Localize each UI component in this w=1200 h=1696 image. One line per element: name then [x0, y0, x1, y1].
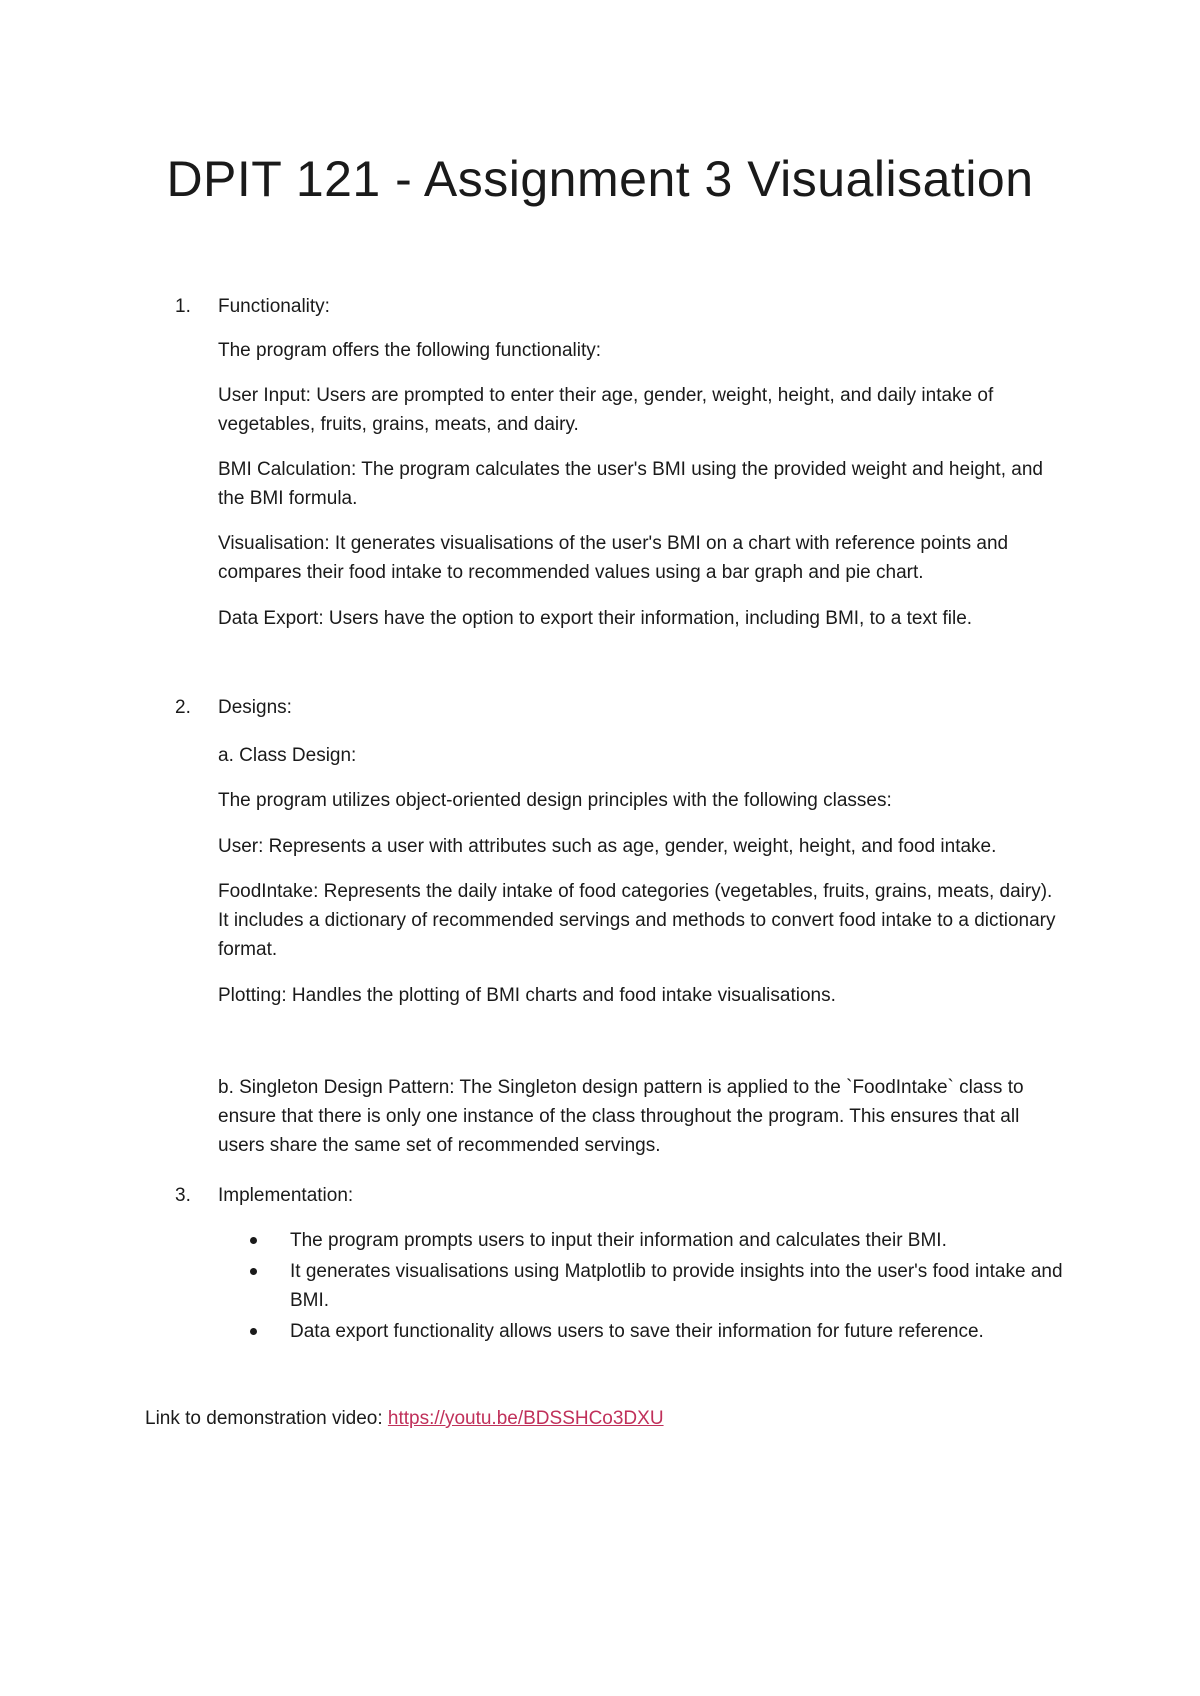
functionality-user-input: User Input: Users are prompted to enter their age, gender, weight, height, and daily intake of vegetables, fruits, grains, meats, and dairy.	[218, 385, 994, 435]
designs-foodintake-class: FoodIntake: Represents the daily intake of food categories (vegetables, fruits, grains, meats, dairy). It includes a dictionary of recommended servings and methods to convert food intake to a dictionary format.	[218, 881, 1056, 960]
list-item	[218, 1226, 1068, 1255]
document-title: DPIT 121 - Assignment 3 Visualisation	[166, 151, 1034, 207]
section-3-heading: Implementation:	[218, 1185, 354, 1206]
bullet-icon	[250, 1328, 257, 1335]
functionality-visualisation: Visualisation: It generates visualisations of the user's BMI on a chart with reference points and compares their food intake to recommended values using a bar graph and pie chart.	[218, 533, 1009, 583]
designs-singleton-pattern: b. Singleton Design Pattern: The Singleton design pattern is applied to the `FoodIntake` class to ensure that there is only one instance of the class throughout the program. This ensures that all users share the same set of recommended servings.	[218, 1077, 1024, 1156]
demo-link-line	[145, 1408, 664, 1430]
functionality-data-export: Data Export: Users have the option to export their information, including BMI, to a text file.	[218, 608, 973, 629]
list-item	[218, 1317, 1068, 1346]
list-item	[218, 1257, 1068, 1315]
functionality-bmi-calculation: BMI Calculation: The program calculates the user's BMI using the provided weight and height, and the BMI formula.	[218, 459, 1043, 509]
list-item-text: Data export functionality allows users to save their information for future reference.	[290, 1321, 984, 1342]
section-1-number: 1.	[175, 296, 191, 317]
bullet-icon	[250, 1268, 257, 1275]
section-2-heading: Designs:	[218, 697, 292, 718]
class-design-heading: a. Class Design:	[218, 745, 357, 766]
list-item-text: The program prompts users to input their information and calculates their BMI.	[290, 1230, 947, 1251]
demo-link-label: Link to demonstration video:	[145, 1408, 388, 1429]
designs-intro: The program utilizes object-oriented design principles with the following classes:	[218, 790, 892, 811]
designs-user-class: User: Represents a user with attributes such as age, gender, weight, height, and food intake.	[218, 836, 997, 857]
section-1-heading: Functionality:	[218, 296, 330, 317]
section-2-number: 2.	[175, 697, 191, 718]
implementation-list	[218, 1226, 1068, 1348]
functionality-intro: The program offers the following functionality:	[218, 340, 602, 361]
demo-video-link[interactable]: https://youtu.be/BDSSHCo3DXU	[387, 1408, 664, 1429]
bullet-icon	[250, 1237, 257, 1244]
list-item-text: It generates visualisations using Matplotlib to provide insights into the user's food intake and BMI.	[290, 1261, 1063, 1311]
designs-plotting-class: Plotting: Handles the plotting of BMI charts and food intake visualisations.	[218, 985, 836, 1006]
section-3-number: 3.	[175, 1185, 191, 1206]
